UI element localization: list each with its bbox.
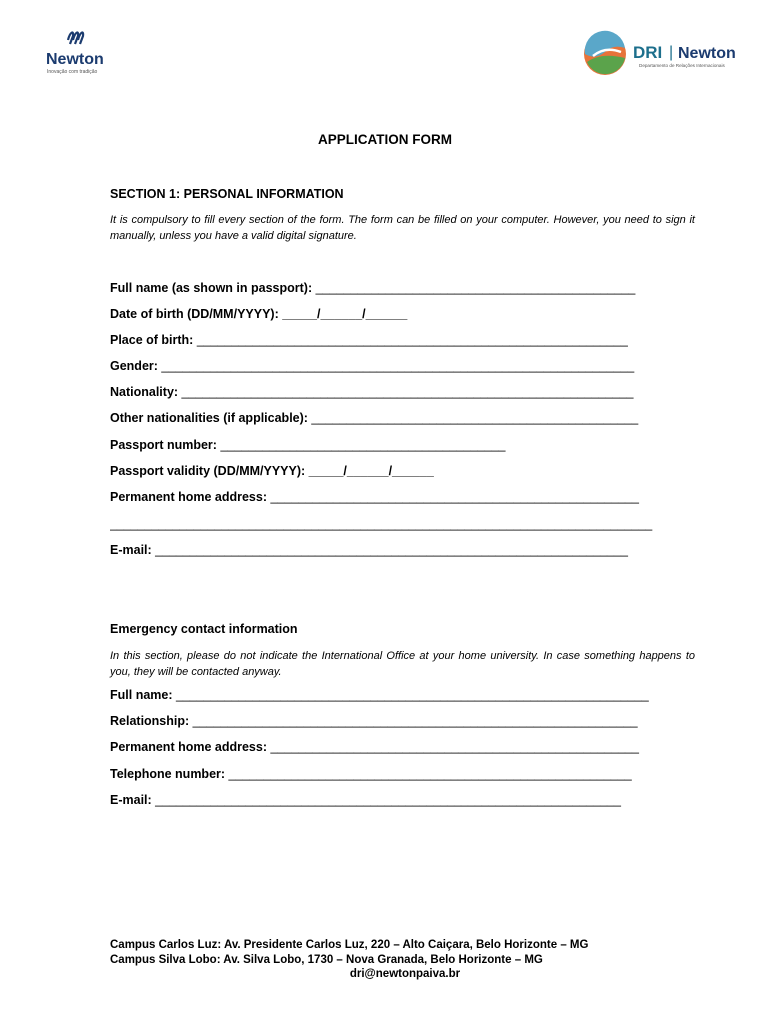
emergency-relationship-field[interactable]: Relationship: ________________________________________________________________ bbox=[110, 714, 638, 728]
dri-newton-logo bbox=[583, 30, 753, 80]
full-name-field[interactable]: Full name (as shown in passport): ______________________________________________ bbox=[110, 281, 636, 295]
footer-campus-silva-lobo: Campus Silva Lobo: Av. Silva Lobo, 1730 – Nova Granada, Belo Horizonte – MG bbox=[110, 954, 543, 966]
dri-emblem-icon bbox=[583, 30, 753, 80]
dri-tagline: Departamento de Relações Internacionais bbox=[639, 63, 725, 68]
gender-field[interactable]: Gender: ____________________________________________________________________ bbox=[110, 359, 635, 373]
permanent-address-field[interactable]: Permanent home address: _____________________________________________________ bbox=[110, 490, 639, 504]
nationality-field[interactable]: Nationality: _________________________________________________________________ bbox=[110, 385, 634, 399]
emergency-note: In this section, please do not indicate the International Office at your home university. In case something happens to you, they will be contacted anyway. bbox=[110, 650, 695, 678]
newton-logo bbox=[46, 28, 126, 76]
footer-campus-carlos-luz: Campus Carlos Luz: Av. Presidente Carlos Luz, 220 – Alto Caiçara, Belo Horizonte – MG bbox=[110, 939, 589, 951]
place-of-birth-field[interactable]: Place of birth: ______________________________________________________________ bbox=[110, 333, 628, 347]
other-nationalities-field[interactable]: Other nationalities (if applicable): _______________________________________________ bbox=[110, 411, 639, 425]
emergency-full-name-field[interactable]: Full name: ____________________________________________________________________ bbox=[110, 688, 649, 702]
emergency-email-field[interactable]: E-mail: ___________________________________________________________________ bbox=[110, 793, 621, 807]
emergency-address-field[interactable]: Permanent home address: _____________________________________________________ bbox=[110, 740, 639, 754]
dri-wordmark: Newton bbox=[678, 45, 736, 62]
email-field[interactable]: E-mail: ____________________________________________________________________ bbox=[110, 543, 628, 557]
newton-emblem-icon bbox=[46, 28, 126, 76]
newton-tagline: Inovação com tradição bbox=[47, 69, 98, 75]
section1-note: It is compulsory to fill every section of the form. The form can be filled on your computer. However, you need to sign it manually, unless you have a valid digital signature. bbox=[110, 214, 695, 242]
emergency-telephone-field[interactable]: Telephone number: __________________________________________________________ bbox=[110, 767, 632, 781]
passport-validity-field[interactable]: Passport validity (DD/MM/YYYY): _____/______/______ bbox=[110, 464, 434, 478]
footer-addresses bbox=[110, 938, 588, 968]
logo-separator: | bbox=[669, 44, 674, 61]
form-title: APPLICATION FORM bbox=[318, 132, 452, 147]
footer-email[interactable]: dri@newtonpaiva.br bbox=[349, 968, 461, 980]
passport-number-field[interactable]: Passport number: _________________________________________ bbox=[110, 438, 506, 452]
emergency-heading: Emergency contact information bbox=[110, 622, 298, 636]
section1-heading: SECTION 1: PERSONAL INFORMATION bbox=[110, 187, 344, 201]
newton-wordmark: Newton bbox=[46, 51, 104, 68]
permanent-address-line2[interactable]: ______________________________________________________________________________ bbox=[110, 517, 653, 531]
dri-acronym: DRI bbox=[633, 43, 663, 62]
date-of-birth-field[interactable]: Date of birth (DD/MM/YYYY): _____/______/______ bbox=[110, 307, 408, 321]
